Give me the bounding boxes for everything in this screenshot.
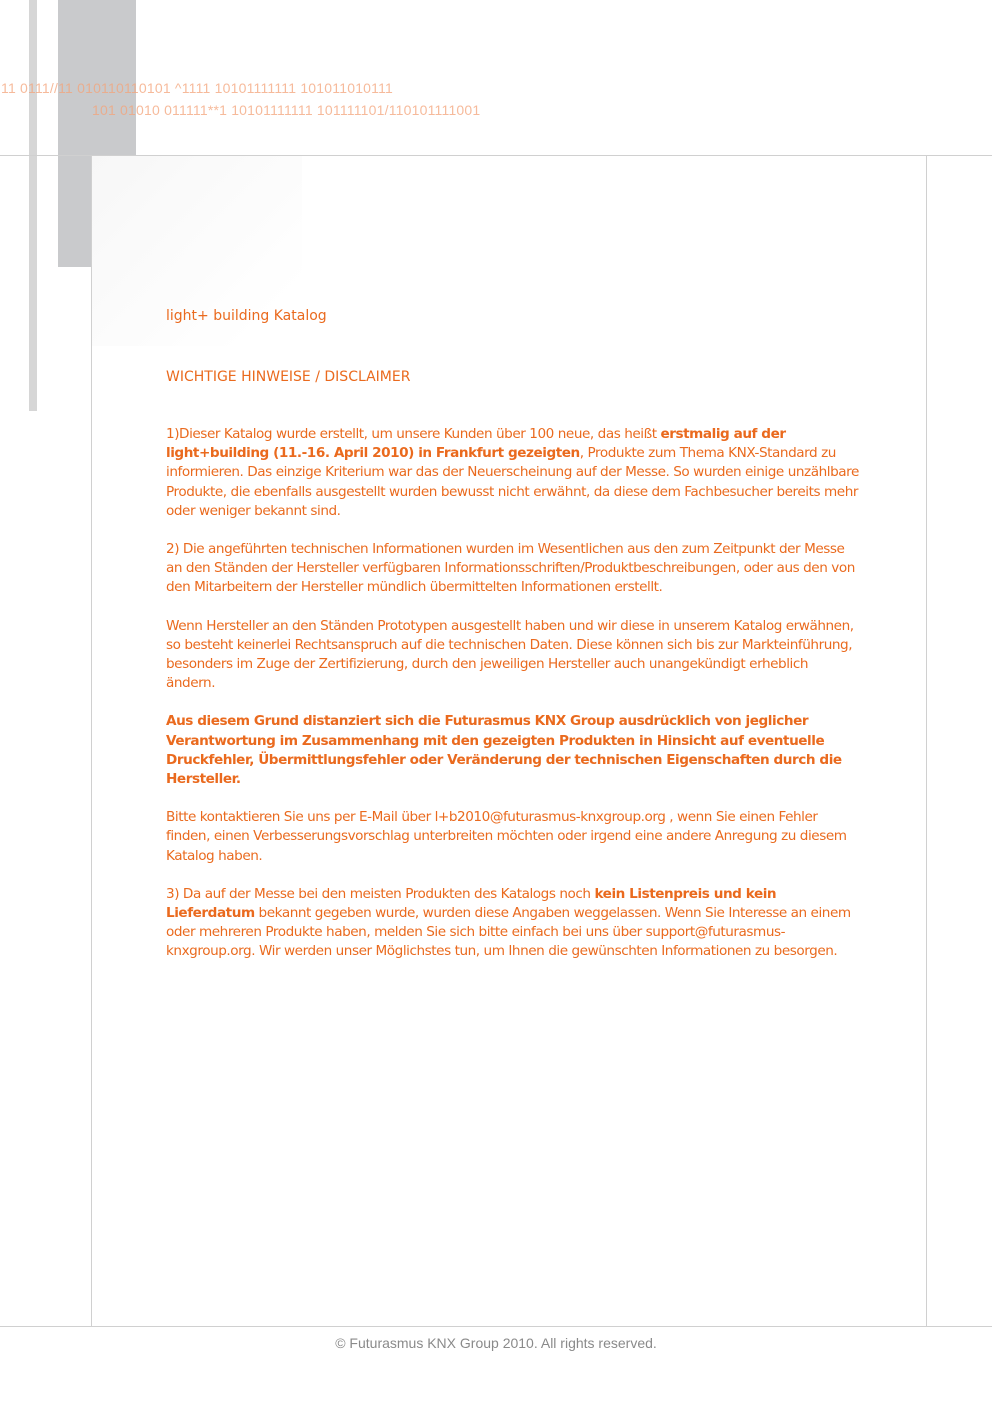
paragraph-6-intro: 3) Da auf der Messe bei den meisten Produkten des Katalogs noch: [166, 885, 595, 902]
binary-decoration-line-1: 11 0111//11 010110110101 ^1111 10101111111 101011010111: [1, 80, 394, 96]
footer-copyright: © Futurasmus KNX Group 2010. All rights reserved.: [335, 1335, 657, 1351]
disclaimer-heading: WICHTIGE HINWEISE / DISCLAIMER: [166, 369, 411, 385]
paragraph-1-highlight: erstmalig auf der light+building (11.-16. April 2010) in Frankfurt gezeigten: [166, 426, 786, 462]
paragraph-4-bold-disclaimer: [166, 712, 860, 789]
paragraph-1-intro: 1)Dieser Katalog wurde erstellt, um unsere Kunden über 100 neue, das heißt: [166, 426, 661, 442]
paragraph-6-highlight: kein Listenpreis und kein Lieferdatum: [166, 885, 777, 922]
page-border-right: [926, 155, 927, 1327]
paragraph-3: Wenn Hersteller an den Ständen Prototypen ausgestellt haben und wir diese in unserem Katalog erwähnen, so besteht keinerlei Rechtsanspruch auf die technischen Daten. Diese können sich bis zur Markteinführung, besonders im Zuge der Zertifizierung, durch den jeweiligen Hersteller auch unangekündigt erheblich ändern.: [166, 617, 854, 692]
catalog-title: light+ building Katalog: [166, 308, 327, 324]
document-content: [166, 306, 860, 981]
decorative-bar-thin: [29, 0, 37, 411]
paragraph-4-text: Aus diesem Grund distanziert sich die Futurasmus KNX Group ausdrücklich von jeglicher Verantwortung im Zusammenhang mit den gezeigten Produkten in Hinsicht auf eventuelle Druckfehler, Übermittlungsfehler oder Veränderung der technischen Eigenschaften durch die Hersteller.: [166, 713, 842, 788]
paragraph-6: [166, 885, 860, 962]
binary-decoration-line-2: 101 01010 011111**1 10101111111 101111101/110101111001: [92, 102, 481, 118]
paragraph-6-rest: bekannt gegeben wurde, wurden diese Angaben weggelassen. Wenn Sie Interesse an einem oder mehreren Produkte haben, melden Sie sich bitte einfach bei uns über support@futurasmus-knxgroup.org. Wir werden unser Möglichstes tun, um Ihnen die gewünschten Informationen zu besorgen.: [166, 905, 851, 960]
paragraph-2: 2) Die angeführten technischen Informationen wurden im Wesentlichen aus den zum Zeitpunkt der Messe an den Ständen der Hersteller verfügbaren Informationsschriften/Produktbeschreibungen, oder aus den von den Mitarbeitern der Hersteller mündlich übermittelten Informationen erstellt.: [166, 541, 855, 596]
bottom-divider: [0, 1326, 992, 1327]
paragraph-1: [166, 425, 860, 521]
paragraph-1-rest: , Produkte zum Thema KNX-Standard zu informieren. Das einzige Kriterium war das der Neuerscheinung auf der Messe. So wurden einige unzählbare Produkte, die ebenfalls ausgestellt wurden bewusst nicht erwähnt, da diese dem Fachbesucher bereits mehr oder weniger bekannt sind.: [166, 445, 859, 519]
paragraph-5-contact: Bitte kontaktieren Sie uns per E-Mail über l+b2010@futurasmus-knxgroup.org , wenn Sie einen Fehler finden, einen Verbesserungsvorschlag unterbreiten möchten oder irgend eine andere Anregung zu diesem Katalog haben.: [166, 809, 847, 864]
